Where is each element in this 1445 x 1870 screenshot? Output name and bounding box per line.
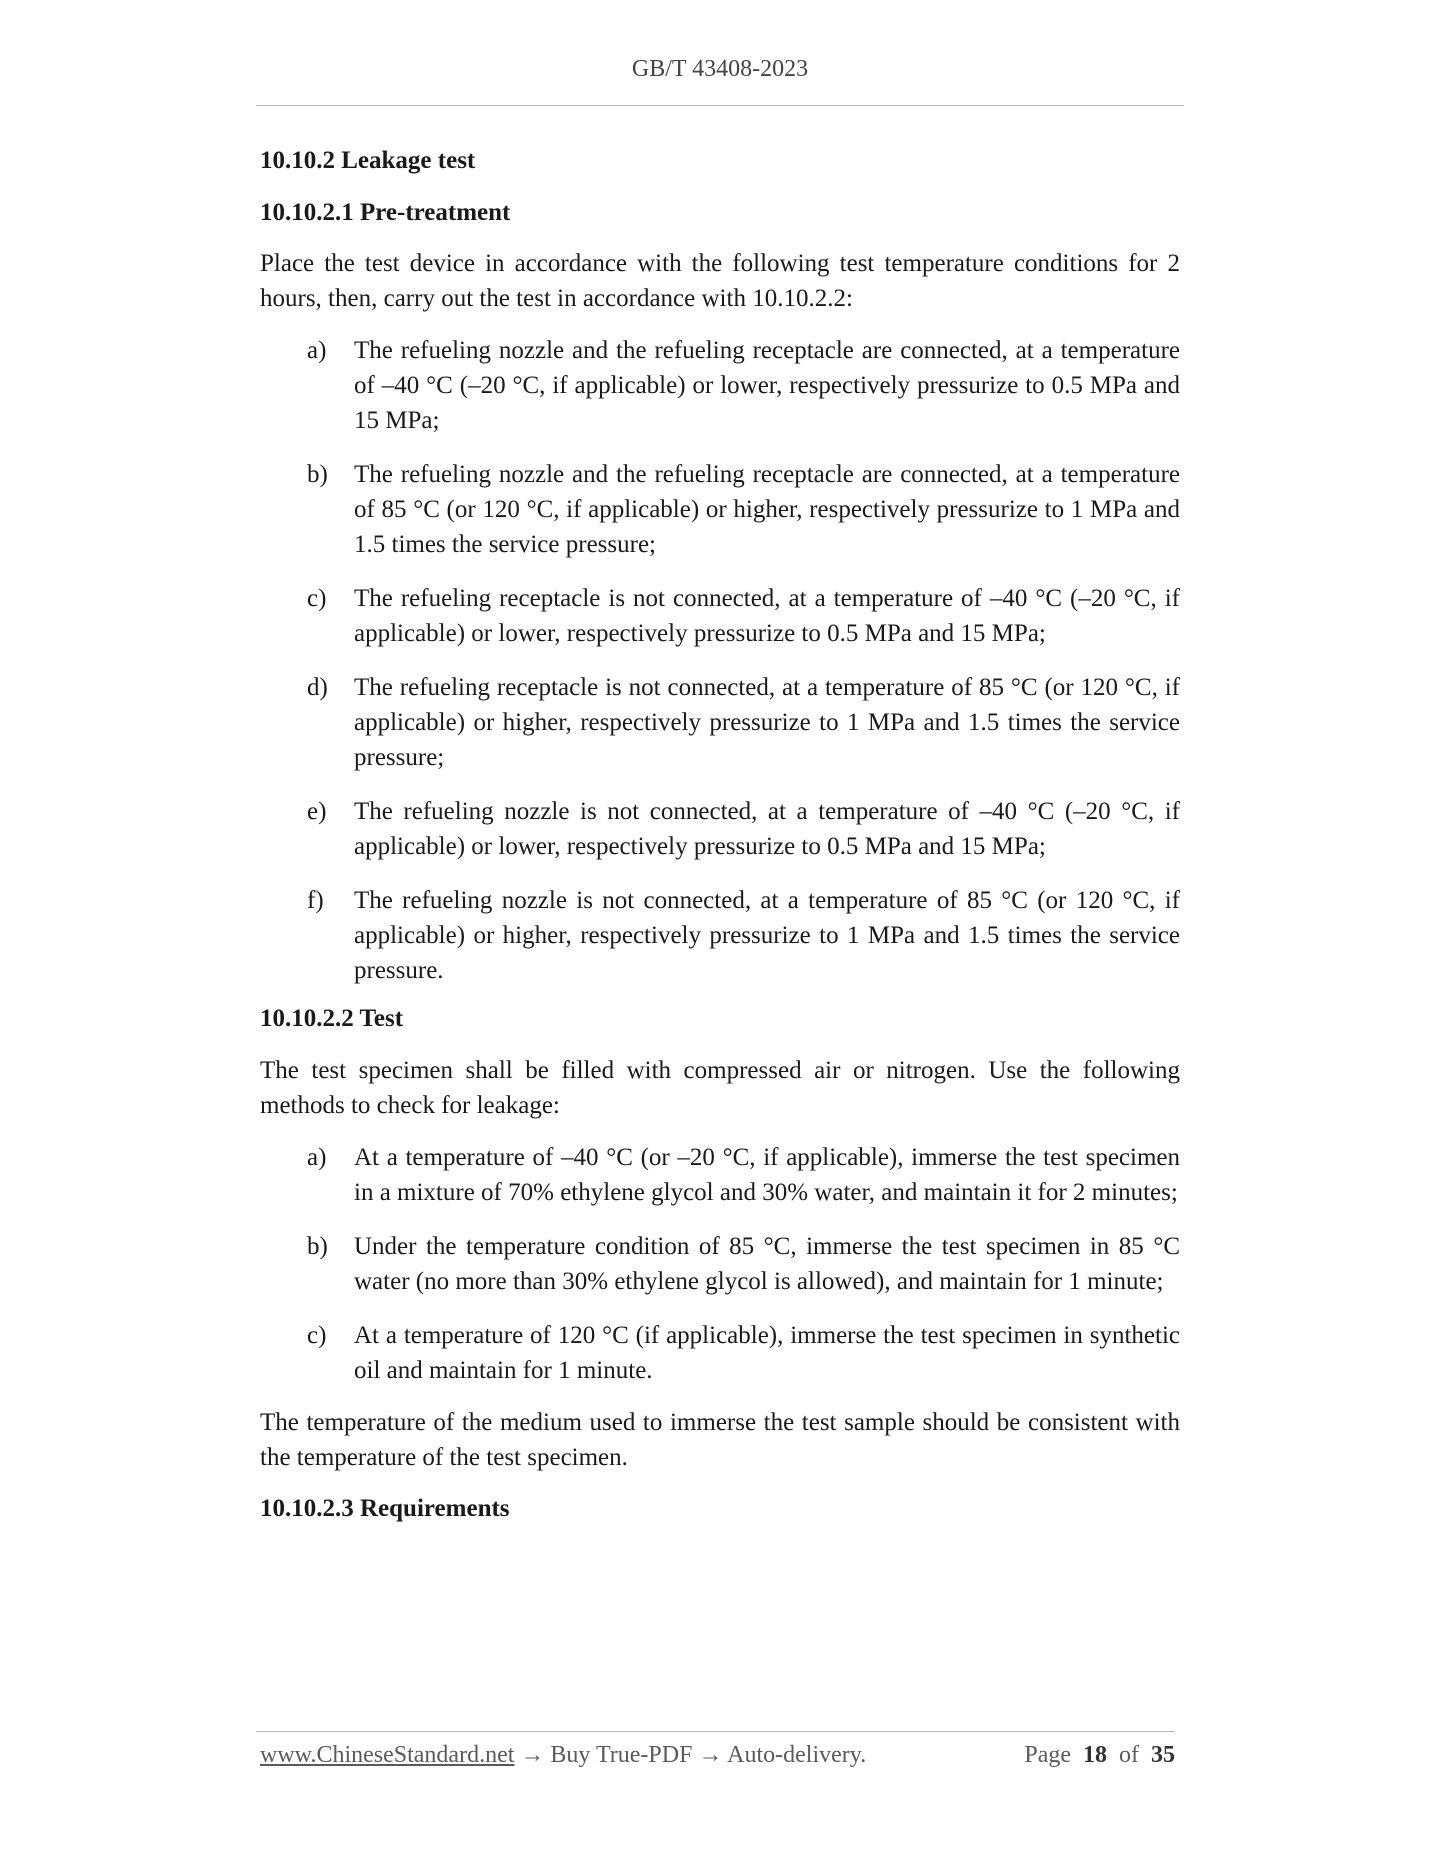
- medium-temperature-note: The temperature of the medium used to immerse the test sample should be consistent with the temperature of the test specimen.: [260, 1409, 1180, 1471]
- list-text: The refueling nozzle is not connected, at a temperature of –40 °C (–20 °C, if applicable) or lower, respectively pressurize to 0.5 MPa and 15 MPa;: [354, 798, 1180, 860]
- page-current: 18: [1083, 1742, 1107, 1768]
- test-method-list: [260, 1140, 1180, 1388]
- footer-promo: [260, 1742, 866, 1769]
- list-text: The refueling nozzle is not connected, at a temperature of 85 °C (or 120 °C, if applicable) or higher, respectively pressurize to 1 MPa and 1.5 times the service pressure.: [354, 887, 1180, 984]
- list-marker: d): [307, 674, 328, 701]
- site-link[interactable]: www.ChineseStandard.net: [260, 1742, 515, 1768]
- list-text: At a temperature of 120 °C (if applicable), immerse the test specimen in synthetic oil and maintain for 1 minute.: [354, 1322, 1180, 1384]
- list-item: [260, 1140, 1180, 1210]
- list-text: The refueling nozzle and the refueling receptacle are connected, at a temperature of –40 °C (–20 °C, if applicable) or lower, respectively pressurize to 0.5 MPa and 15 MPa;: [354, 337, 1180, 434]
- list-text: The refueling receptacle is not connected, at a temperature of –40 °C (–20 °C, if applicable) or lower, respectively pressurize to 0.5 MPa and 15 MPa;: [354, 585, 1180, 647]
- list-text: The refueling nozzle and the refueling receptacle are connected, at a temperature of 85 °C (or 120 °C, if applicable) or higher, respectively pressurize to 1 MPa and 1.5 times the service pressure;: [354, 461, 1180, 558]
- list-marker: a): [307, 1144, 327, 1171]
- arrow-icon: →: [514, 1742, 551, 1768]
- test-intro: The test specimen shall be filled with compressed air or nitrogen. Use the following methods to check for leakage:: [260, 1057, 1180, 1119]
- list-marker: c): [307, 1322, 327, 1349]
- list-text: The refueling receptacle is not connected, at a temperature of 85 °C (or 120 °C, if applicable) or higher, respectively pressurize to 1 MPa and 1.5 times the service pressure;: [354, 674, 1180, 771]
- list-marker: f): [307, 887, 324, 914]
- list-item: [260, 670, 1180, 775]
- list-marker: b): [307, 461, 328, 488]
- pre-treatment-list: [260, 333, 1180, 988]
- page-word: Page: [1024, 1742, 1071, 1768]
- pre-treatment-intro: Place the test device in accordance with the following test temperature conditions for 2 hours, then, carry out the test in accordance with 10.10.2.2:: [260, 250, 1180, 312]
- section-heading-leakage-test: 10.10.2 Leakage test: [260, 147, 476, 174]
- buy-pdf-text: Buy True-PDF: [550, 1742, 693, 1768]
- list-item: [260, 1229, 1180, 1299]
- auto-delivery-text: Auto-delivery.: [727, 1742, 867, 1768]
- list-item: [260, 794, 1180, 864]
- page-footer: [260, 1742, 1175, 1782]
- page-number: [1024, 1742, 1175, 1769]
- list-marker: b): [307, 1233, 328, 1260]
- list-item: [260, 883, 1180, 988]
- list-item: [260, 581, 1180, 651]
- section-heading-pre-treatment: 10.10.2.1 Pre-treatment: [260, 199, 511, 226]
- header-divider: [256, 105, 1184, 106]
- list-item: [260, 457, 1180, 562]
- page-content: [260, 144, 1180, 1526]
- list-item: [260, 333, 1180, 438]
- of-word: of: [1119, 1742, 1139, 1768]
- list-item: [260, 1318, 1180, 1388]
- footer-divider: [256, 1731, 1175, 1732]
- section-heading-test: 10.10.2.2 Test: [260, 1005, 404, 1032]
- document-code-header: GB/T 43408-2023: [631, 56, 809, 82]
- list-marker: e): [307, 798, 327, 825]
- list-text: At a temperature of –40 °C (or –20 °C, if applicable), immerse the test specimen in a mixture of 70% ethylene glycol and 30% water, and maintain it for 2 minutes;: [354, 1144, 1180, 1206]
- section-heading-requirements: 10.10.2.3 Requirements: [260, 1495, 510, 1522]
- page-total: 35: [1151, 1742, 1175, 1768]
- arrow-icon: →: [692, 1742, 728, 1768]
- list-marker: c): [307, 585, 327, 612]
- list-text: Under the temperature condition of 85 °C, immerse the test specimen in 85 °C water (no more than 30% ethylene glycol is allowed), and maintain for 1 minute;: [354, 1233, 1180, 1295]
- list-marker: a): [307, 337, 327, 364]
